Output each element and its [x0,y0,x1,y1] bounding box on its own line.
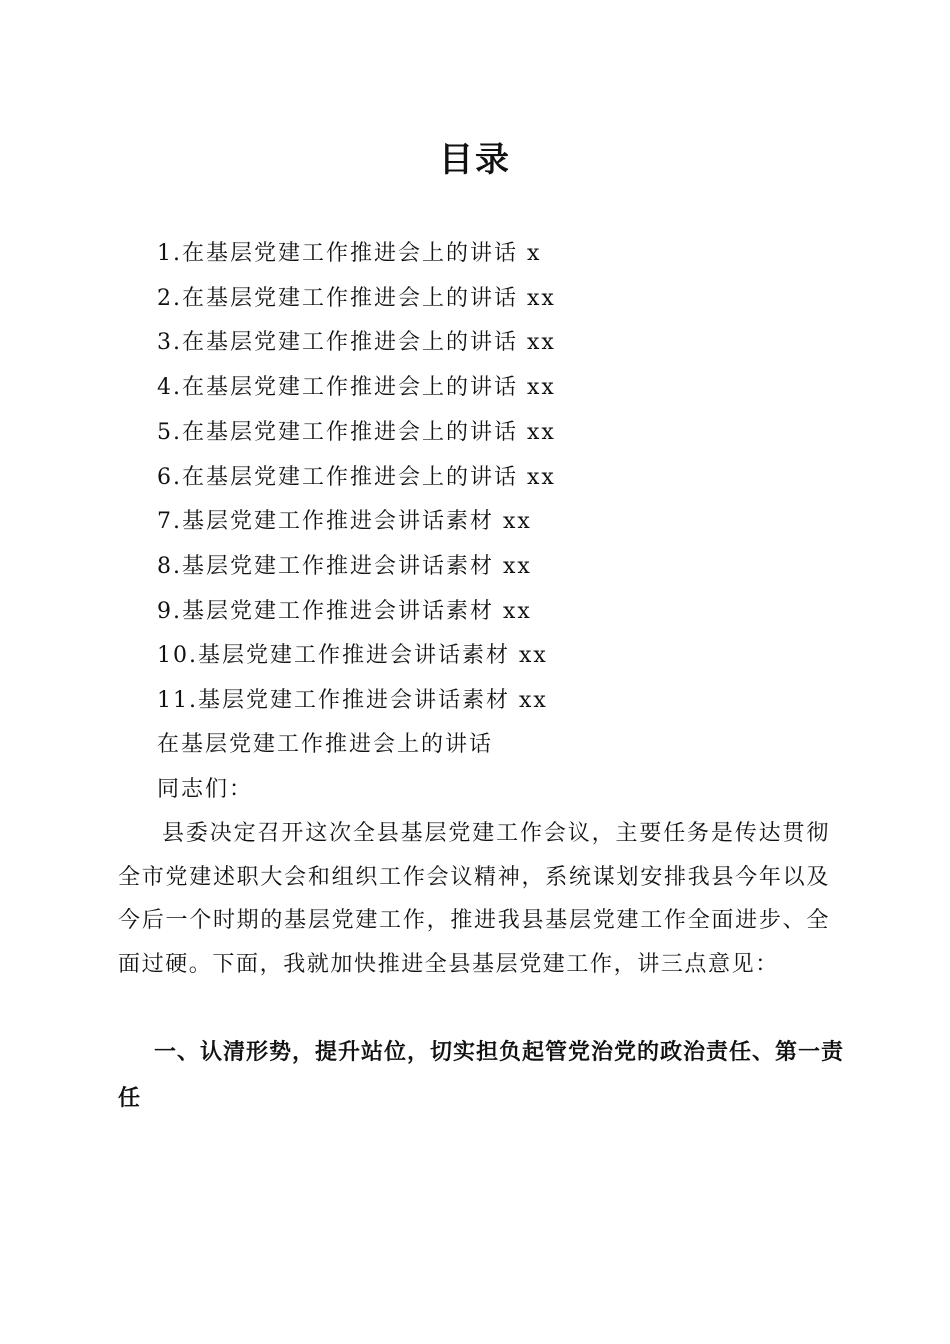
section-heading: 一、认清形势，提升站位，切实担负起管党治党的政治责任、第一责任 [118,1040,845,1111]
speech-title: 在基层党建工作推进会上的讲话 [157,732,494,757]
toc-item: 7.基层党建工作推进会讲话素材 xx [157,509,532,535]
toc-item: 4.在基层党建工作推进会上的讲话 xx [157,375,556,401]
speech-header [157,723,493,812]
toc-item: 11.基层党建工作推进会讲话素材 xx [157,688,548,714]
toc-item: 2.在基层党建工作推进会上的讲话 xx [157,285,556,311]
table-of-contents [157,232,556,724]
toc-item: 10.基层党建工作推进会讲话素材 xx [157,643,548,669]
toc-item: 3.在基层党建工作推进会上的讲话 xx [157,330,556,356]
salutation: 同志们： [157,776,254,802]
toc-item: 5.在基层党建工作推进会上的讲话 xx [157,419,556,445]
toc-item: 9.基层党建工作推进会讲话素材 xx [157,598,532,624]
toc-item: 1.在基层党建工作推进会上的讲话 x [157,241,542,266]
toc-item: 8.基层党建工作推进会讲话素材 xx [157,553,532,579]
toc-item: 6.在基层党建工作推进会上的讲话 xx [157,464,556,490]
page-title: 目录 [439,140,511,180]
body-paragraph: 县委决定召开这次全县基层党建工作会议，主要任务是传达贯彻全市党建述职大会和组织工作会议精神，系统谋划安排我县今年以及今后一个时期的基层党建工作，推进我县基层党建工作全面进步、全面过硬。下面，我就加快推进全县基层党建工作，讲三点意见： [118,821,830,977]
